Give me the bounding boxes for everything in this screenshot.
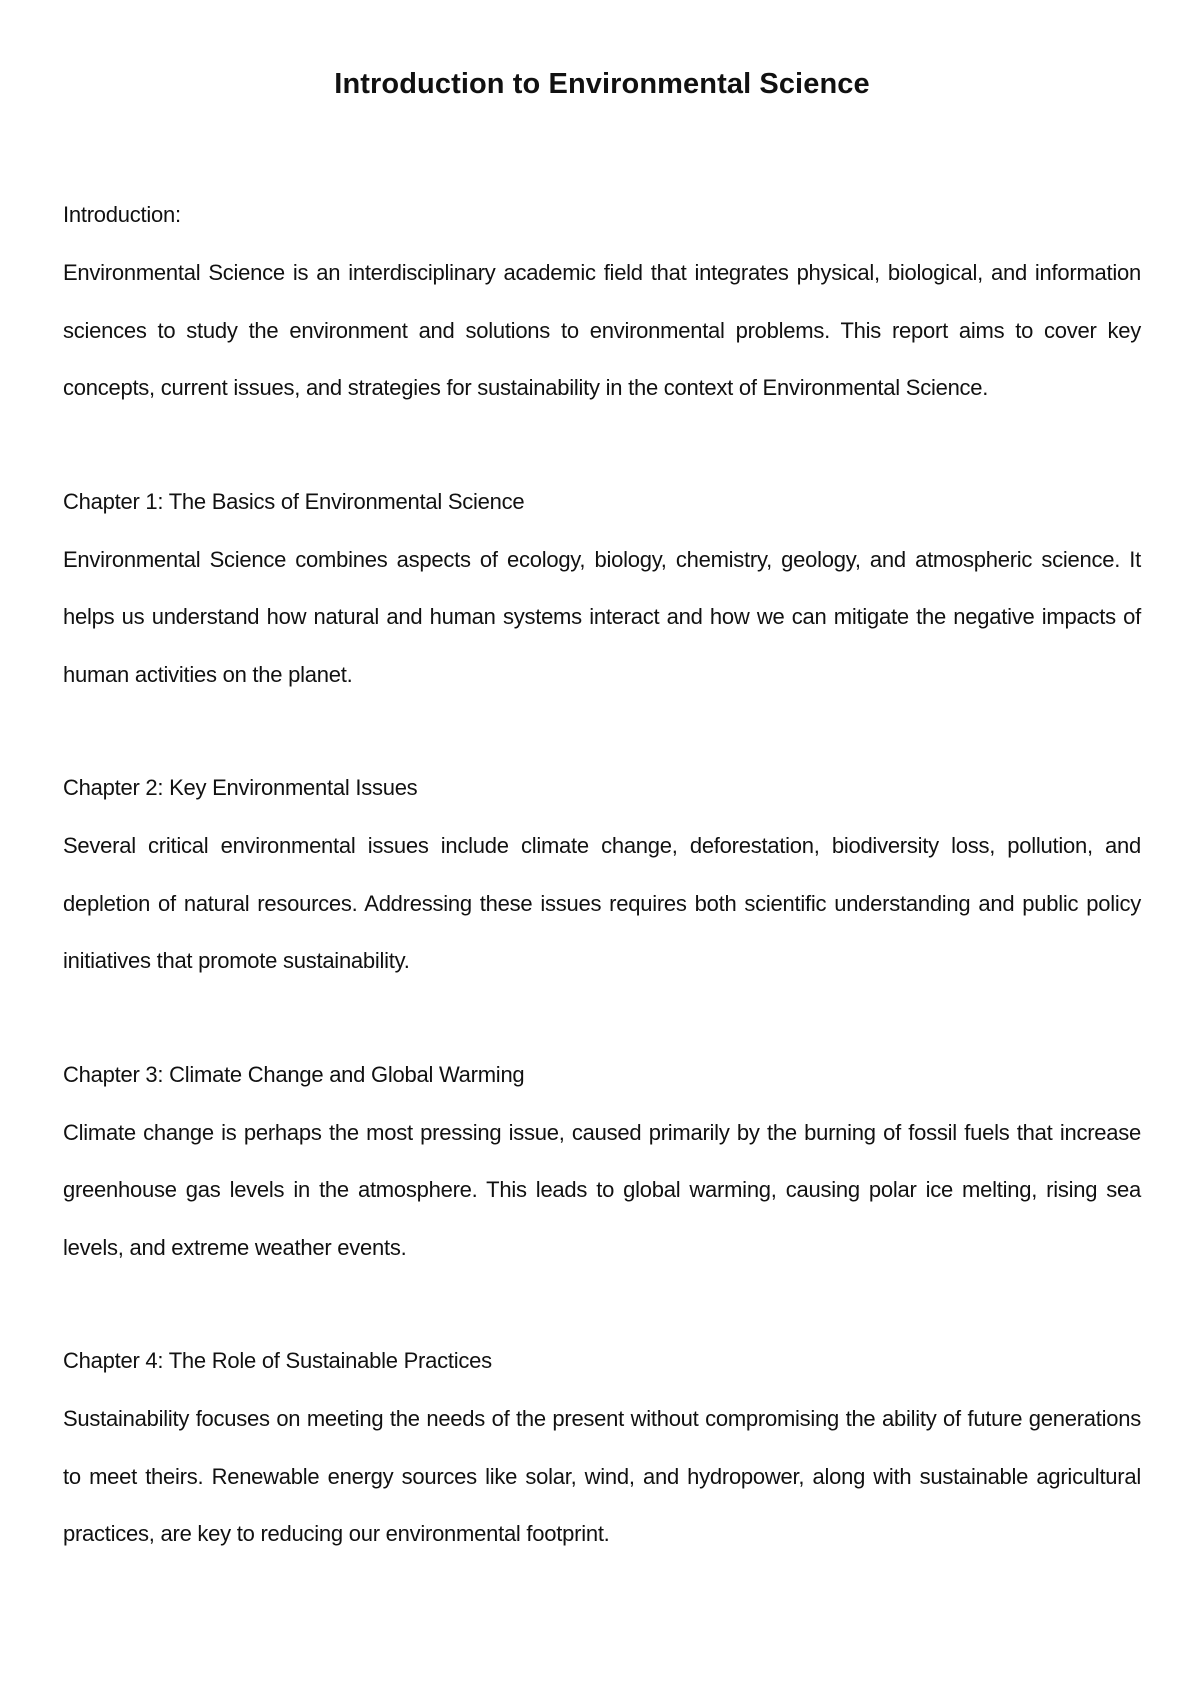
section-introduction (63, 186, 1141, 417)
section-heading: Chapter 4: The Role of Sustainable Practices (63, 1348, 492, 1373)
section-paragraph: Environmental Science is an interdisciplinary academic field that integrates physical, biological, and information sciences to study the environment and solutions to environmental problems. This report aims to cover key concepts, current issues, and strategies for sustainability in the context of Environmental Science. (63, 260, 1141, 400)
section-paragraph: Climate change is perhaps the most pressing issue, caused primarily by the burning of fossil fuels that increase greenhouse gas levels in the atmosphere. This leads to global warming, causing polar ice melting, rising sea levels, and extreme weather events. (63, 1119, 1141, 1260)
section-heading: Chapter 1: The Basics of Environmental Science (63, 488, 525, 514)
section-chapter-4 (63, 1332, 1141, 1563)
section-chapter-1 (63, 473, 1141, 704)
section-heading: Introduction: (63, 202, 181, 227)
document-body (63, 186, 1141, 1563)
document-title: Introduction to Environmental Science (334, 68, 870, 100)
section-heading: Chapter 2: Key Environmental Issues (63, 775, 418, 800)
section-chapter-2 (63, 759, 1141, 990)
section-paragraph: Environmental Science combines aspects of ecology, biology, chemistry, geology, and atmospheric science. It helps us understand how natural and human systems interact and how we can mitigate the negative impacts of human activities on the planet. (63, 546, 1141, 687)
section-paragraph: Several critical environmental issues include climate change, deforestation, biodiversity loss, pollution, and depletion of natural resources. Addressing these issues requires both scientific understanding and public policy initiatives that promote sustainability. (63, 833, 1141, 973)
section-heading: Chapter 3: Climate Change and Global Warming (63, 1061, 525, 1087)
section-chapter-3 (63, 1046, 1141, 1277)
section-paragraph: Sustainability focuses on meeting the needs of the present without compromising the ability of future generations to meet theirs. Renewable energy sources like solar, wind, and hydropower, along with sustainable agricultural practices, are key to reducing our environmental footprint. (63, 1406, 1141, 1546)
